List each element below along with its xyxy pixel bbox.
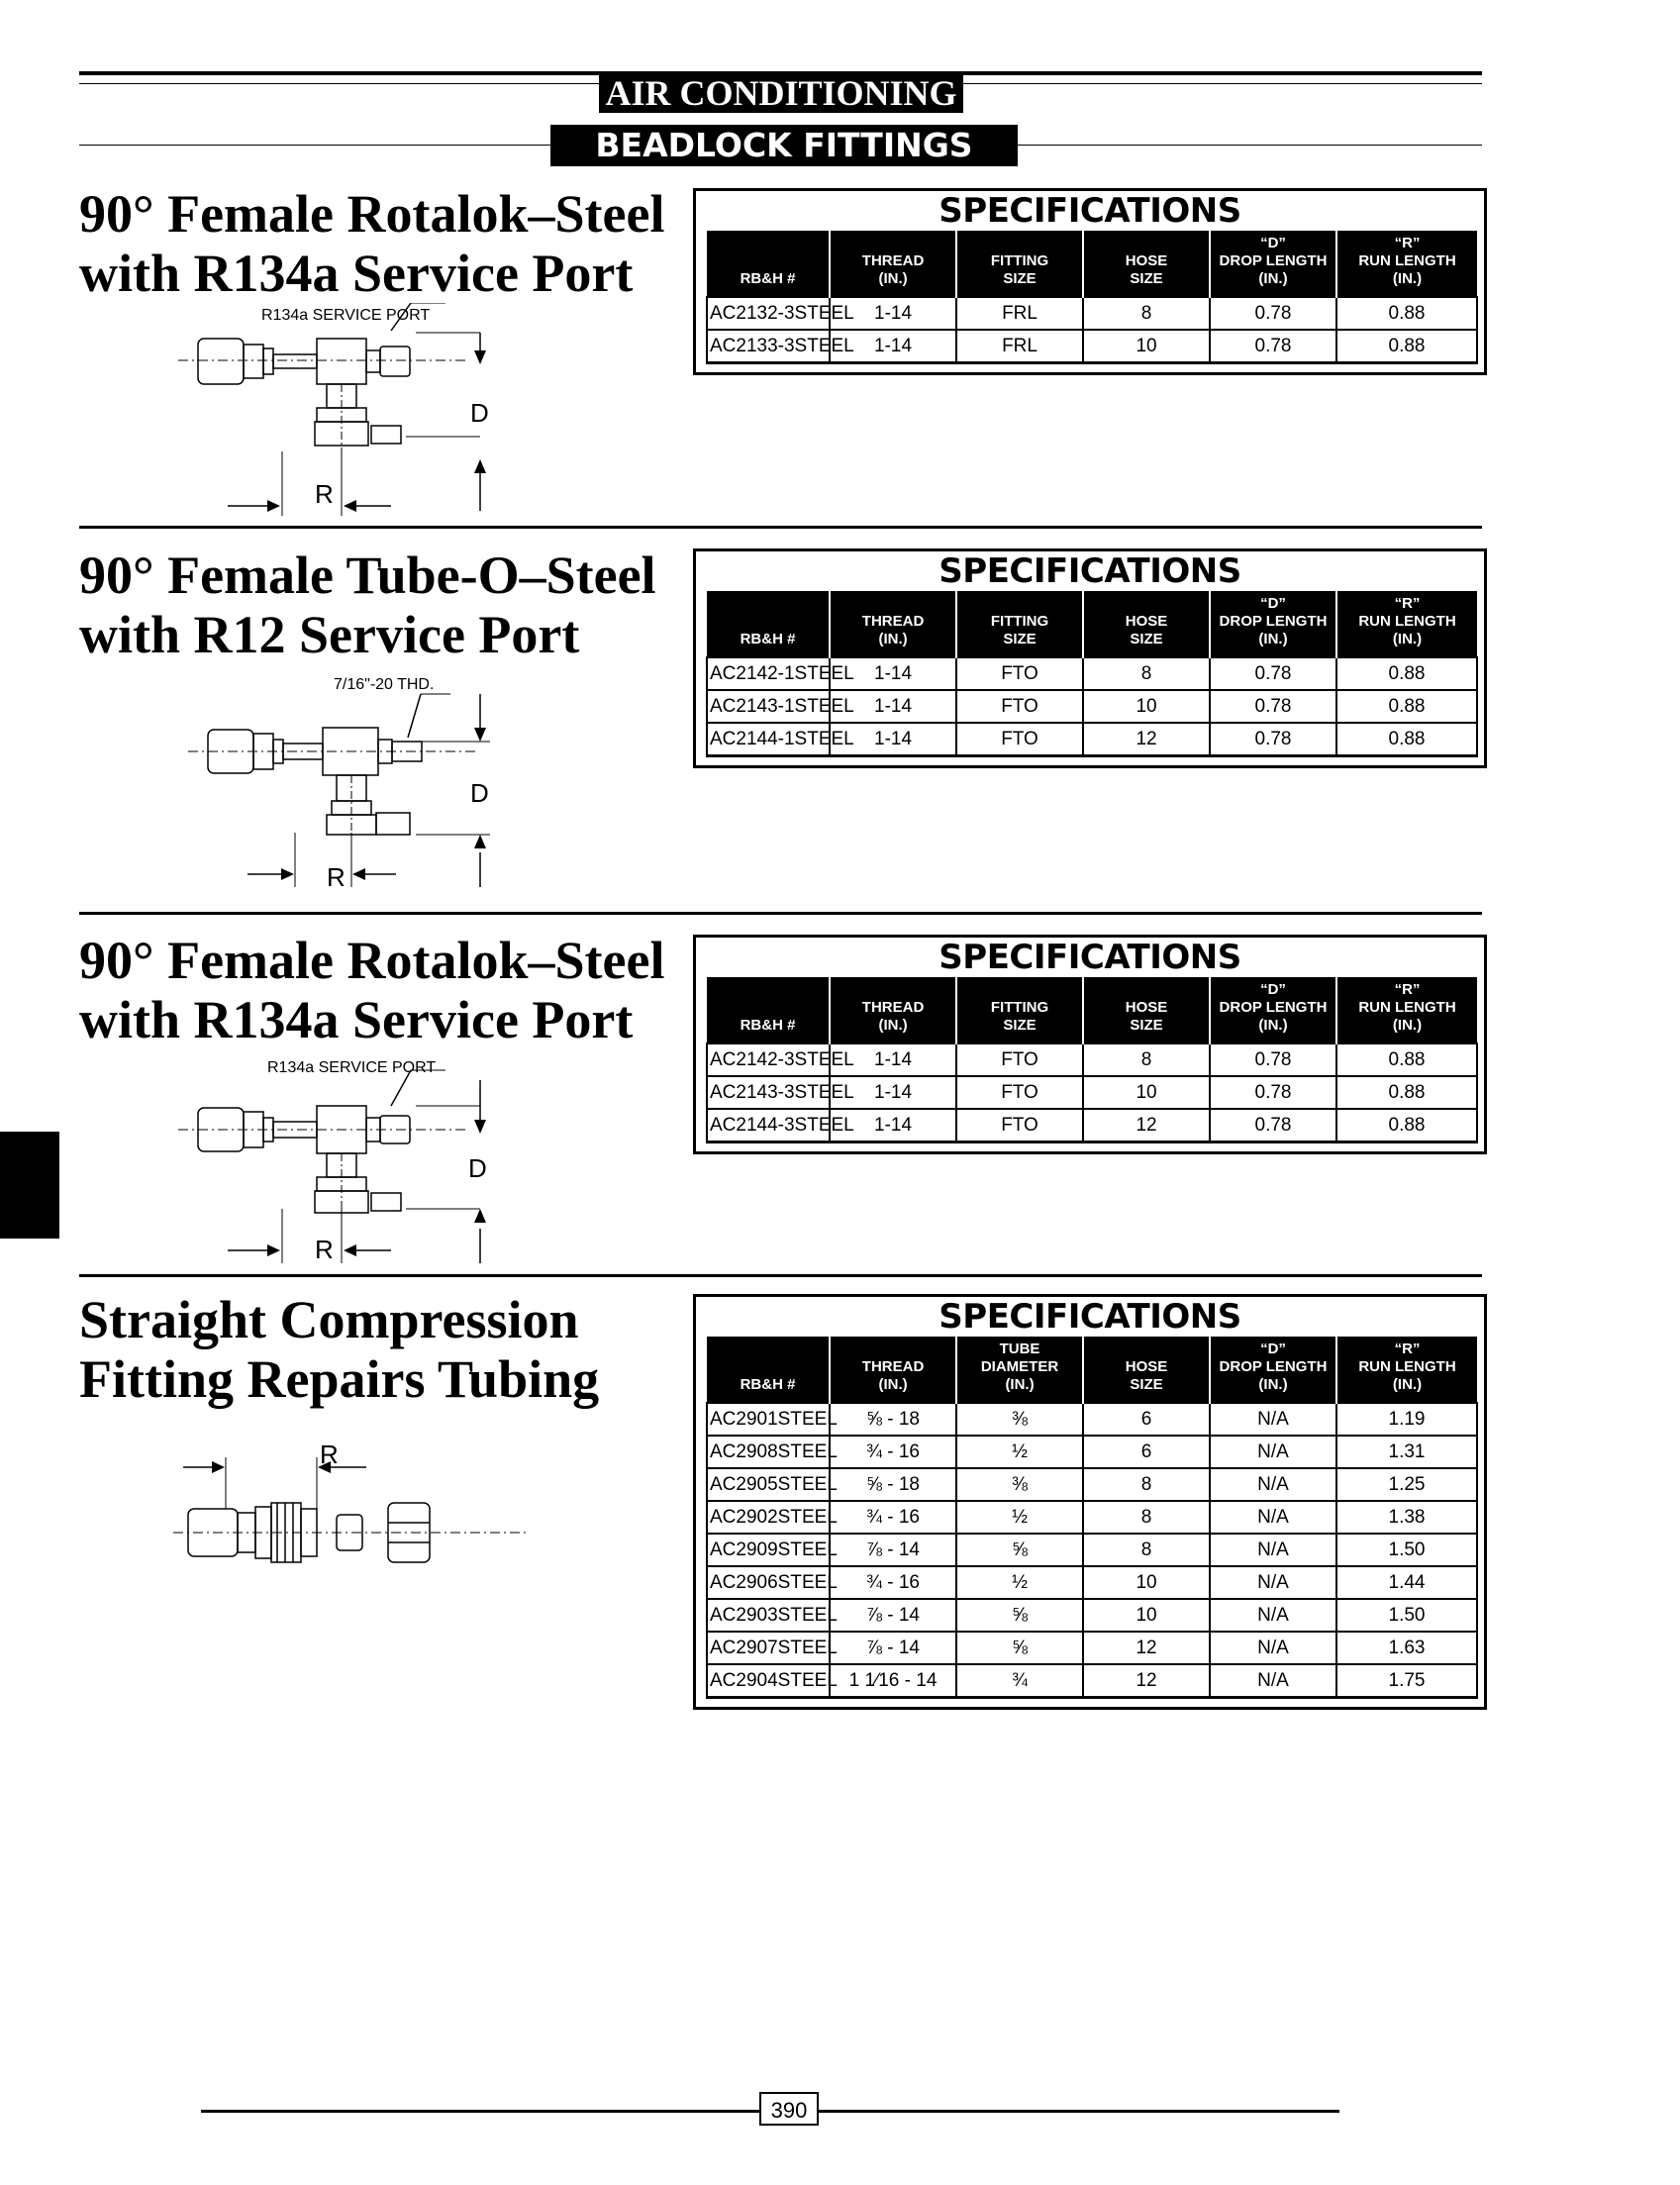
cell-hose: 8 <box>1083 657 1210 690</box>
column-header-thread: THREAD (IN.) <box>830 977 956 1043</box>
table-row <box>707 1403 1477 1436</box>
product-title <box>79 931 664 1049</box>
cell-thread: ¾ - 16 <box>830 1436 956 1468</box>
column-header-fit: FITTING SIZE <box>956 977 1083 1043</box>
cell-thread: 1-14 <box>830 657 956 690</box>
cell-rbh: AC2905STEEL <box>707 1468 830 1501</box>
cell-drop: N/A <box>1210 1534 1336 1566</box>
column-header-run: “R” RUN LENGTH (IN.) <box>1336 977 1477 1043</box>
cell-rbh: AC2902STEEL <box>707 1501 830 1534</box>
category-banner: AIR CONDITIONING <box>599 73 963 113</box>
cell-drop: N/A <box>1210 1599 1336 1632</box>
dimension-r-label: R <box>315 1235 334 1264</box>
cell-rbh: AC2903STEEL <box>707 1599 830 1632</box>
column-header-run: “R” RUN LENGTH (IN.) <box>1336 1337 1477 1403</box>
table-row <box>707 1501 1477 1534</box>
cell-hose: 8 <box>1083 297 1210 330</box>
cell-drop: N/A <box>1210 1468 1336 1501</box>
subcategory-banner: BEADLOCK FITTINGS <box>550 125 1018 166</box>
cell-run: 1.31 <box>1336 1436 1477 1468</box>
cell-drop: N/A <box>1210 1436 1336 1468</box>
cell-hose: 8 <box>1083 1534 1210 1566</box>
table-row <box>707 1109 1477 1142</box>
product-title-line1: 90° Female Rotalok–Steel <box>79 184 665 244</box>
spec-table-frame <box>693 1294 1487 1710</box>
spec-table-frame <box>693 188 1487 375</box>
cell-rbh: AC2143-3STEEL <box>707 1076 830 1109</box>
cell-fit: FRL <box>956 297 1083 330</box>
table-row <box>707 690 1477 723</box>
page-number: 390 <box>759 2092 819 2126</box>
cell-drop: 0.78 <box>1210 1043 1336 1076</box>
section-thumb-tab <box>0 1132 59 1239</box>
cell-thread: 1-14 <box>830 1043 956 1076</box>
cell-rbh: AC2901STEEL <box>707 1403 830 1436</box>
column-header-hose: HOSE SIZE <box>1083 591 1210 657</box>
cell-hose: 8 <box>1083 1468 1210 1501</box>
cell-fit: ⅝ <box>956 1599 1083 1632</box>
column-header-hose: HOSE SIZE <box>1083 231 1210 297</box>
cell-rbh: AC2142-3STEEL <box>707 1043 830 1076</box>
product-title-line2: with R134a Service Port <box>79 244 634 303</box>
dimension-r-label: R <box>320 1440 339 1469</box>
cell-fit: ½ <box>956 1566 1083 1599</box>
cell-run: 0.88 <box>1336 723 1477 756</box>
column-header-rbh: RB&H # <box>707 231 830 297</box>
table-row <box>707 297 1477 330</box>
column-header-run: “R” RUN LENGTH (IN.) <box>1336 231 1477 297</box>
product-title-line1: 90° Female Rotalok–Steel <box>79 931 665 990</box>
cell-fit: FRL <box>956 330 1083 363</box>
dimension-r-label: R <box>315 479 334 509</box>
cell-thread: ⅝ - 18 <box>830 1468 956 1501</box>
column-header-rbh: RB&H # <box>707 591 830 657</box>
cell-thread: ⅝ - 18 <box>830 1403 956 1436</box>
cell-hose: 10 <box>1083 690 1210 723</box>
cell-fit: ⅝ <box>956 1534 1083 1566</box>
cell-fit: ⅝ <box>956 1632 1083 1664</box>
cell-fit: FTO <box>956 690 1083 723</box>
table-row <box>707 1076 1477 1109</box>
cell-run: 1.25 <box>1336 1468 1477 1501</box>
cell-thread: ⅞ - 14 <box>830 1632 956 1664</box>
cell-drop: 0.78 <box>1210 1109 1336 1142</box>
product-title-line1: 90° Female Tube-O–Steel <box>79 546 656 605</box>
dimension-r-label: R <box>327 862 346 892</box>
cell-rbh: AC2907STEEL <box>707 1632 830 1664</box>
cell-rbh: AC2142-1STEEL <box>707 657 830 690</box>
diagram-callout: R134a SERVICE PORT <box>267 1059 437 1076</box>
spec-table-frame <box>693 935 1487 1154</box>
product-title-line2: with R12 Service Port <box>79 605 580 664</box>
column-header-fit: FITTING SIZE <box>956 231 1083 297</box>
table-row <box>707 657 1477 690</box>
cell-rbh: AC2143-1STEEL <box>707 690 830 723</box>
column-header-fit: TUBE DIAMETER (IN.) <box>956 1337 1083 1403</box>
cell-thread: 1-14 <box>830 297 956 330</box>
table-row <box>707 1664 1477 1698</box>
cell-fit: ¾ <box>956 1664 1083 1698</box>
column-header-hose: HOSE SIZE <box>1083 1337 1210 1403</box>
product-section <box>0 912 1680 1274</box>
cell-run: 0.88 <box>1336 1043 1477 1076</box>
fitting-diagram <box>168 1447 544 1586</box>
cell-thread: 1-14 <box>830 723 956 756</box>
cell-run: 0.88 <box>1336 330 1477 363</box>
column-header-rbh: RB&H # <box>707 977 830 1043</box>
cell-thread: ⅞ - 14 <box>830 1534 956 1566</box>
product-section <box>0 526 1680 912</box>
cell-drop: N/A <box>1210 1403 1336 1436</box>
dimension-d-label: D <box>468 1153 487 1183</box>
spec-table <box>706 591 1478 757</box>
cell-hose: 10 <box>1083 330 1210 363</box>
table-row <box>707 1534 1477 1566</box>
spec-table-frame <box>693 548 1487 768</box>
column-header-rbh: RB&H # <box>707 1337 830 1403</box>
diagram-callout: R134a SERVICE PORT <box>261 307 431 324</box>
cell-thread: ¾ - 16 <box>830 1501 956 1534</box>
cell-thread: ¾ - 16 <box>830 1566 956 1599</box>
cell-fit: FTO <box>956 1043 1083 1076</box>
cell-hose: 6 <box>1083 1436 1210 1468</box>
table-row <box>707 1436 1477 1468</box>
cell-drop: 0.78 <box>1210 690 1336 723</box>
cell-hose: 10 <box>1083 1599 1210 1632</box>
table-row <box>707 330 1477 363</box>
table-row <box>707 723 1477 756</box>
cell-rbh: AC2909STEEL <box>707 1534 830 1566</box>
cell-run: 1.50 <box>1336 1599 1477 1632</box>
spec-title: SPECIFICATIONS <box>939 938 1241 977</box>
cell-run: 0.88 <box>1336 1076 1477 1109</box>
cell-fit: ½ <box>956 1501 1083 1534</box>
spec-title: SPECIFICATIONS <box>939 1297 1241 1337</box>
product-section <box>0 1274 1680 1749</box>
section-divider <box>79 526 1482 529</box>
column-header-thread: THREAD (IN.) <box>830 231 956 297</box>
section-divider <box>79 912 1482 915</box>
cell-fit: FTO <box>956 1109 1083 1142</box>
cell-thread: ⅞ - 14 <box>830 1599 956 1632</box>
spec-title: SPECIFICATIONS <box>939 191 1241 231</box>
product-title-line2: with R134a Service Port <box>79 990 634 1049</box>
cell-run: 1.50 <box>1336 1534 1477 1566</box>
column-header-hose: HOSE SIZE <box>1083 977 1210 1043</box>
product-title <box>79 1290 599 1409</box>
cell-hose: 12 <box>1083 1632 1210 1664</box>
cell-hose: 10 <box>1083 1076 1210 1109</box>
table-row <box>707 1599 1477 1632</box>
column-header-run: “R” RUN LENGTH (IN.) <box>1336 591 1477 657</box>
cell-rbh: AC2132-3STEEL <box>707 297 830 330</box>
column-header-drop: “D” DROP LENGTH (IN.) <box>1210 1337 1336 1403</box>
product-section <box>0 184 1680 531</box>
column-header-drop: “D” DROP LENGTH (IN.) <box>1210 591 1336 657</box>
section-divider <box>79 1274 1482 1277</box>
spec-table <box>706 977 1478 1143</box>
cell-fit: FTO <box>956 723 1083 756</box>
cell-rbh: AC2144-1STEEL <box>707 723 830 756</box>
cell-fit: FTO <box>956 657 1083 690</box>
cell-fit: ⅜ <box>956 1403 1083 1436</box>
cell-hose: 10 <box>1083 1566 1210 1599</box>
diagram-callout: 7/16"-20 THD. <box>334 676 435 693</box>
cell-fit: ⅜ <box>956 1468 1083 1501</box>
cell-rbh: AC2144-3STEEL <box>707 1109 830 1142</box>
cell-drop: N/A <box>1210 1501 1336 1534</box>
column-header-drop: “D” DROP LENGTH (IN.) <box>1210 977 1336 1043</box>
column-header-thread: THREAD (IN.) <box>830 591 956 657</box>
cell-fit: FTO <box>956 1076 1083 1109</box>
cell-run: 0.88 <box>1336 690 1477 723</box>
fitting-diagram <box>178 684 505 892</box>
cell-thread: 1-14 <box>830 690 956 723</box>
cell-rbh: AC2904STEEL <box>707 1664 830 1698</box>
cell-thread: 1-14 <box>830 1109 956 1142</box>
cell-hose: 6 <box>1083 1403 1210 1436</box>
product-title-line2: Fitting Repairs Tubing <box>79 1349 600 1409</box>
product-title <box>79 184 664 303</box>
cell-drop: N/A <box>1210 1632 1336 1664</box>
cell-rbh: AC2908STEEL <box>707 1436 830 1468</box>
dimension-d-label: D <box>470 778 489 808</box>
column-header-thread: THREAD (IN.) <box>830 1337 956 1403</box>
cell-drop: 0.78 <box>1210 1076 1336 1109</box>
cell-run: 0.88 <box>1336 1109 1477 1142</box>
spec-table <box>706 1337 1478 1699</box>
dimension-d-label: D <box>470 398 489 428</box>
cell-drop: 0.78 <box>1210 297 1336 330</box>
spec-table <box>706 231 1478 364</box>
table-row <box>707 1632 1477 1664</box>
cell-rbh: AC2133-3STEEL <box>707 330 830 363</box>
cell-hose: 12 <box>1083 723 1210 756</box>
product-title <box>79 546 656 664</box>
table-row <box>707 1566 1477 1599</box>
cell-run: 1.44 <box>1336 1566 1477 1599</box>
cell-thread: 1-14 <box>830 330 956 363</box>
cell-drop: 0.78 <box>1210 723 1336 756</box>
cell-run: 1.75 <box>1336 1664 1477 1698</box>
cell-hose: 12 <box>1083 1109 1210 1142</box>
column-header-drop: “D” DROP LENGTH (IN.) <box>1210 231 1336 297</box>
cell-thread: 1-14 <box>830 1076 956 1109</box>
cell-drop: 0.78 <box>1210 330 1336 363</box>
cell-thread: 1 1⁄16 - 14 <box>830 1664 956 1698</box>
cell-hose: 12 <box>1083 1664 1210 1698</box>
table-row <box>707 1043 1477 1076</box>
column-header-fit: FITTING SIZE <box>956 591 1083 657</box>
product-title-line1: Straight Compression <box>79 1290 579 1349</box>
cell-drop: 0.78 <box>1210 657 1336 690</box>
table-row <box>707 1468 1477 1501</box>
cell-run: 1.19 <box>1336 1403 1477 1436</box>
cell-drop: N/A <box>1210 1664 1336 1698</box>
spec-title: SPECIFICATIONS <box>939 551 1241 591</box>
cell-rbh: AC2906STEEL <box>707 1566 830 1599</box>
cell-hose: 8 <box>1083 1043 1210 1076</box>
cell-hose: 8 <box>1083 1501 1210 1534</box>
cell-run: 1.63 <box>1336 1632 1477 1664</box>
cell-run: 0.88 <box>1336 297 1477 330</box>
cell-fit: ½ <box>956 1436 1083 1468</box>
cell-drop: N/A <box>1210 1566 1336 1599</box>
cell-run: 0.88 <box>1336 657 1477 690</box>
cell-run: 1.38 <box>1336 1501 1477 1534</box>
